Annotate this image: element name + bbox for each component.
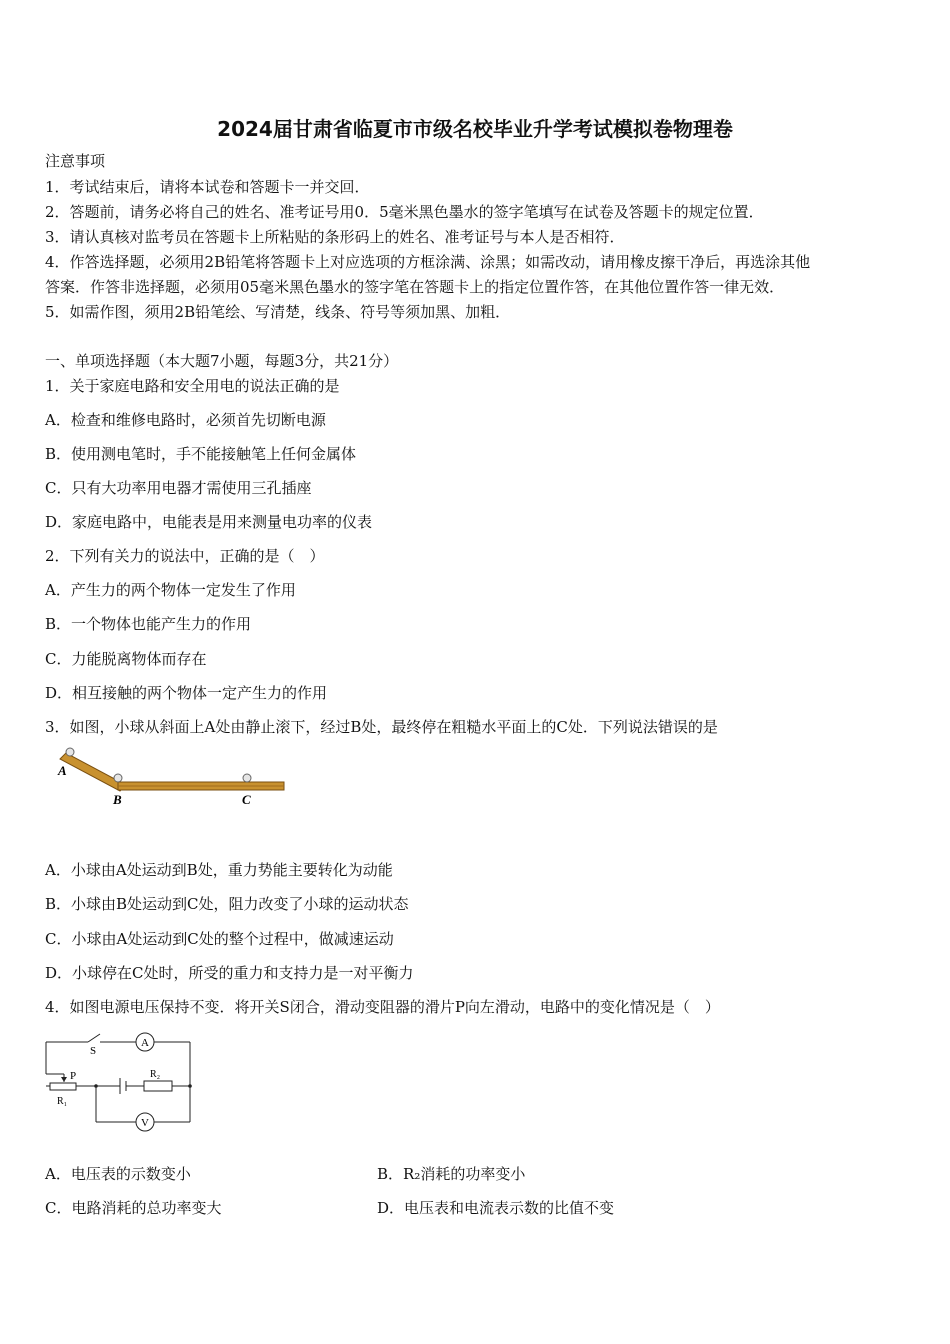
option-d: D．小球停在C处时，所受的重力和支持力是一对平衡力 [45, 964, 414, 982]
r1-label: R₁ [57, 1096, 68, 1107]
notice-item: 5．如需作图，须用2B铅笔绘、写清楚，线条、符号等须加黑、加粗． [45, 303, 511, 321]
option-a: A．电压表的示数变小 [45, 1165, 191, 1183]
notice-heading: 注意事项 [45, 152, 106, 170]
section-heading: 一、单项选择题（本大题7小题，每题3分，共21分） [45, 352, 399, 370]
ball-c [243, 774, 251, 782]
label-c: C [242, 792, 251, 807]
label-b: B [113, 792, 122, 807]
switch-label: S [90, 1045, 97, 1057]
option-b: B．使用测电笔时，手不能接触笔上任何金属体 [45, 445, 357, 463]
option-b: B．一个物体也能产生力的作用 [45, 615, 252, 633]
option-c: C．只有大功率用电器才需使用三孔插座 [45, 479, 312, 497]
ammeter-label: A [141, 1037, 149, 1049]
option-c: C．小球由A处运动到C处的整个过程中，做减速运动 [45, 930, 394, 948]
notice-item: 3．请认真核对监考员在答题卡上所粘贴的条形码上的姓名、准考证号与本人是否相符． [45, 228, 625, 246]
option-d: D．相互接触的两个物体一定产生力的作用 [45, 684, 328, 702]
r2-label: R₂ [150, 1069, 161, 1080]
ball-b [114, 774, 122, 782]
option-c: C．电路消耗的总功率变大 [45, 1199, 222, 1217]
option-b: B．小球由B处运动到C处，阻力改变了小球的运动状态 [45, 895, 409, 913]
slider-arrow-icon [61, 1077, 67, 1082]
option-a: A．小球由A处运动到B处，重力势能主要转化为动能 [45, 861, 393, 879]
question-stem: 2．下列有关力的说法中，正确的是（ ） [45, 547, 325, 565]
notice-item: 4．作答选择题，必须用2B铅笔将答题卡上对应选项的方框涂满、涂黑；如需改动，请用橡皮擦干净后，再选涂其他 [45, 253, 811, 271]
option-b: B．R₂消耗的功率变小 [377, 1165, 526, 1183]
option-c: C．力能脱离物体而存在 [45, 650, 207, 668]
slider-label: P [70, 1070, 77, 1082]
circuit-figure [40, 1030, 200, 1132]
question-stem: 1．关于家庭电路和安全用电的说法正确的是 [45, 377, 340, 395]
question-stem: 3．如图，小球从斜面上A处由静止滚下，经过B处，最终停在粗糙水平面上的C处．下列说法错误的是 [45, 718, 718, 736]
voltmeter-label: V [141, 1117, 149, 1129]
notice-item: 1．考试结束后，请将本试卷和答题卡一并交回． [45, 178, 370, 196]
label-a: A [58, 763, 67, 778]
ball-a [66, 748, 74, 756]
notice-item: 答案．作答非选择题，必须用05毫米黑色墨水的签字笔在答题卡上的指定位置作答，在其他位置作答一律无效． [45, 278, 785, 296]
incline-figure [50, 745, 290, 810]
page-title: 2024届甘肃省临夏市市级名校毕业升学考试模拟卷物理卷 [217, 117, 733, 141]
option-a: A．检查和维修电路时，必须首先切断电源 [45, 411, 326, 429]
notice-item: 2．答题前，请务必将自己的姓名、准考证号用0．5毫米黑色墨水的签字笔填写在试卷及答题卡的规定位置． [45, 203, 764, 221]
question-stem: 4．如图电源电压保持不变．将开关S闭合，滑动变阻器的滑片P向左滑动，电路中的变化情况是（ ） [45, 998, 720, 1016]
option-d: D．电压表和电流表示数的比值不变 [377, 1199, 615, 1217]
option-a: A．产生力的两个物体一定发生了作用 [45, 581, 296, 599]
option-d: D．家庭电路中，电能表是用来测量电功率的仪表 [45, 513, 373, 531]
